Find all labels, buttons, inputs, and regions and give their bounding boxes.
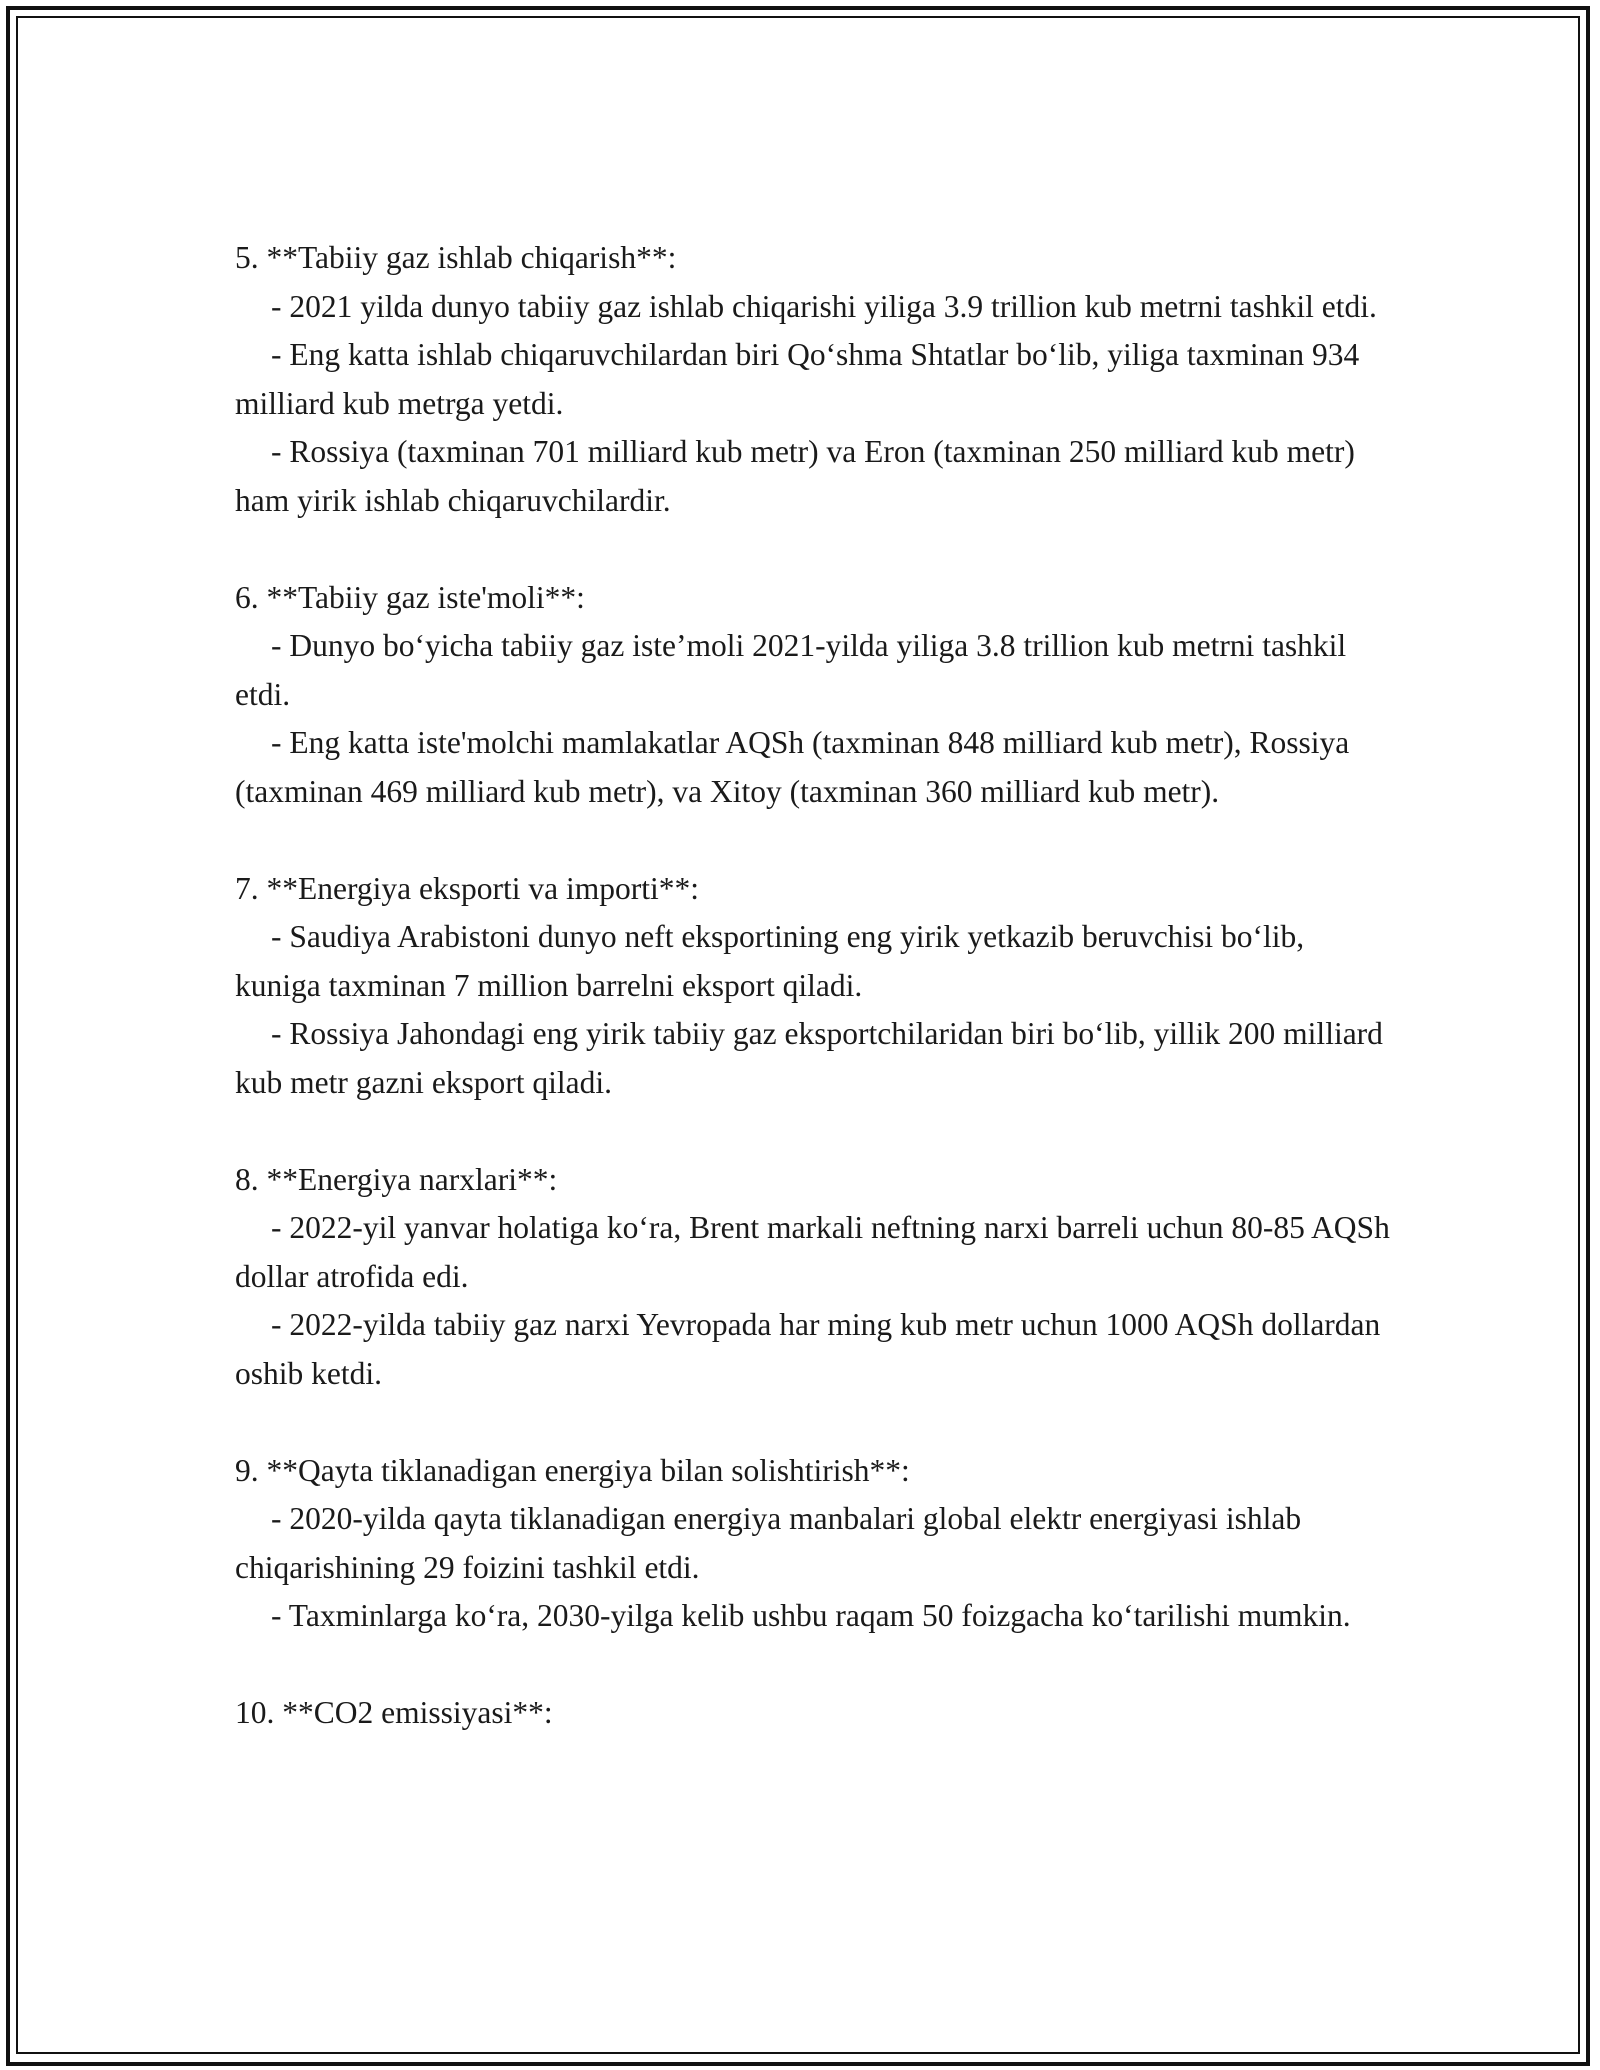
section-9 bbox=[235, 1447, 1395, 1641]
section-heading: 9. **Qayta tiklanadigan energiya bilan solishtirish**: bbox=[235, 1452, 910, 1488]
list-item: - Dunyo bo‘yicha tabiiy gaz iste’moli 2021-yilda yiliga 3.8 trillion kub metrni tashkil etdi. bbox=[235, 628, 1347, 712]
list-item: - Eng katta ishlab chiqaruvchilardan biri Qo‘shma Shtatlar bo‘lib, yiliga taxminan 934 milliard kub metrga yetdi. bbox=[235, 337, 1360, 421]
list-item: - Saudiya Arabistoni dunyo neft eksportining eng yirik yetkazib beruvchisi bo‘lib, kuniga taxminan 7 million barrelni eksport qiladi. bbox=[235, 919, 1305, 1003]
list-item: - Taxminlarga ko‘ra, 2030-yilga kelib ushbu raqam 50 foizgacha ko‘tarilishi mumkin. bbox=[271, 1598, 1351, 1633]
list-item: - 2020-yilda qayta tiklanadigan energiya manbalari global elektr energiyasi ishlab chiqarishining 29 foizini tashkil etdi. bbox=[235, 1501, 1302, 1585]
section-heading: 6. **Tabiiy gaz iste'moli**: bbox=[235, 579, 585, 615]
section-heading: 5. **Tabiiy gaz ishlab chiqarish**: bbox=[235, 240, 677, 275]
document-body bbox=[235, 234, 1395, 1786]
list-item: - Eng katta iste'molchi mamlakatlar AQSh (taxminan 848 milliard kub metr), Rossiya (taxminan 469 milliard kub metr), va Xitoy (taxminan 360 milliard kub metr). bbox=[235, 725, 1350, 809]
section-5 bbox=[235, 234, 1395, 525]
section-8 bbox=[235, 1156, 1395, 1399]
list-item: - 2022-yilda tabiiy gaz narxi Yevropada har ming kub metr uchun 1000 AQSh dollardan oshib ketdi. bbox=[235, 1307, 1381, 1391]
list-item: - 2022-yil yanvar holatiga ko‘ra, Brent markali neftning narxi barreli uchun 80-85 AQSh dollar atrofida edi. bbox=[235, 1210, 1390, 1294]
section-heading: 10. **CO2 emissiyasi**: bbox=[235, 1695, 553, 1730]
section-6 bbox=[235, 574, 1395, 817]
list-item: - Rossiya (taxminan 701 milliard kub metr) va Eron (taxminan 250 milliard kub metr) ham yirik ishlab chiqaruvchilardir. bbox=[235, 434, 1355, 518]
section-heading: 8. **Energiya narxlari**: bbox=[235, 1161, 558, 1197]
list-item: - Rossiya Jahondagi eng yirik tabiiy gaz eksportchilaridan biri bo‘lib, yillik 200 milliard kub metr gazni eksport qiladi. bbox=[235, 1016, 1383, 1100]
section-10 bbox=[235, 1689, 1395, 1738]
list-item: - 2021 yilda dunyo tabiiy gaz ishlab chiqarishi yiliga 3.9 trillion kub metrni tashkil etdi. bbox=[271, 288, 1377, 324]
section-heading: 7. **Energiya eksporti va importi**: bbox=[235, 870, 699, 906]
section-7 bbox=[235, 865, 1395, 1108]
